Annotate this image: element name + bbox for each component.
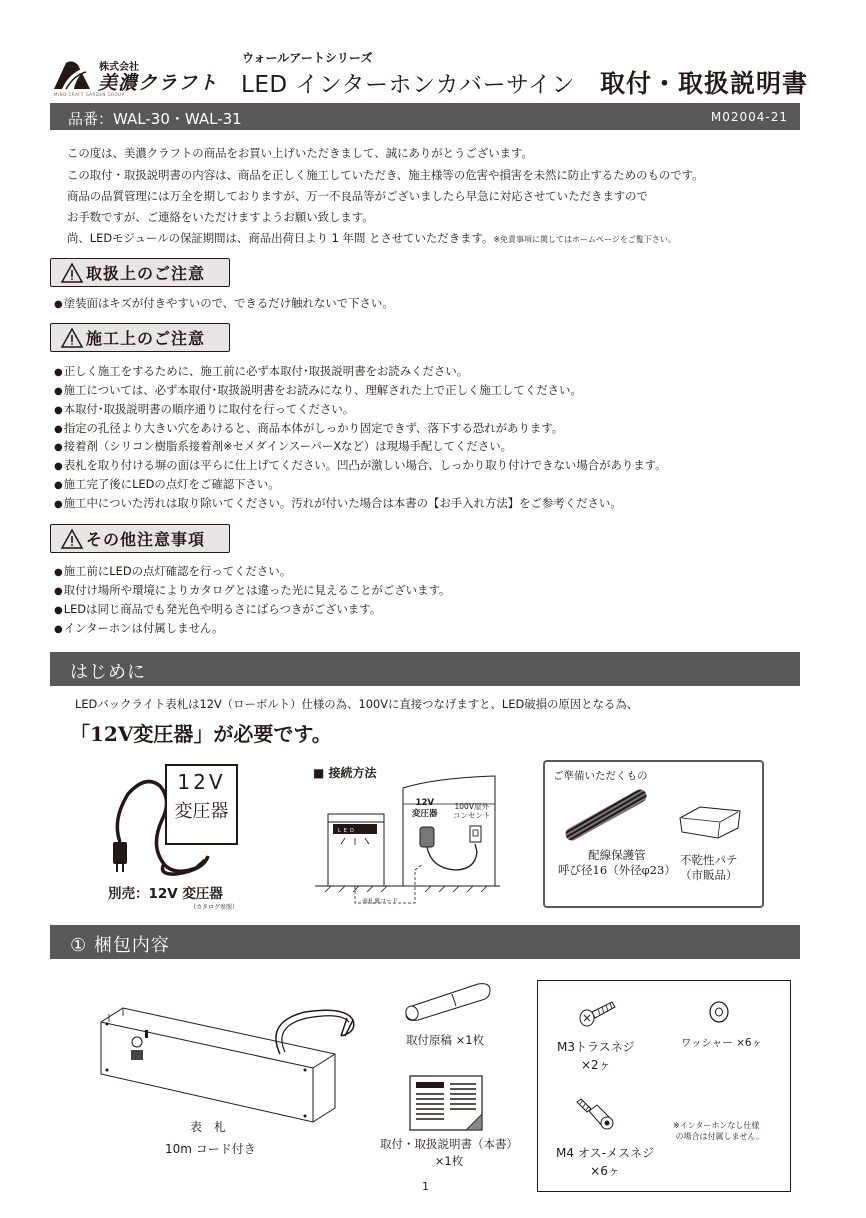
- m3-screw-label: M3トラスネジ ×2ヶ: [557, 1040, 635, 1072]
- preparation-title: ご準備いただくもの: [553, 770, 648, 782]
- page-number: 1: [422, 1180, 429, 1193]
- intro-line: この度は、美濃クラフトの商品をお買い上げいただきまして、誠にありがとうございます。: [67, 146, 533, 160]
- template-label: 取付原稿 ×1枚: [406, 1033, 485, 1047]
- catalog-reference: （カタログ参照）: [190, 904, 239, 911]
- list-item: ● 本取付･取扱説明書の順序通りに取付を行ってください。: [54, 401, 354, 417]
- transformer-required-notice: 「12V変圧器」が必要です。: [70, 722, 332, 746]
- construction-caution-heading: [50, 323, 230, 352]
- section-header-contents: [50, 925, 800, 959]
- truss-screw-icon: [578, 998, 618, 1028]
- intro-line: 商品の品質管理には万全を期しておりますが、万一不良品等がございましたら早急に対応させていただきますので: [67, 189, 648, 203]
- section-header-intro: [50, 652, 800, 686]
- list-item: ● 表札を取り付ける塀の面は平らに仕上げてください。凹凸が激しい場合、しっかり取り付けできない場合があります。: [54, 457, 667, 473]
- nameplate-cord-label: 10m コード付き: [165, 1142, 256, 1156]
- intro-line: お手数ですが、ご連絡をいただけますようお願い致します。: [67, 210, 374, 224]
- other-caution-title: その他注意事項: [86, 530, 206, 549]
- model-bar: [50, 103, 800, 130]
- cord-label: 表札裏コード: [362, 898, 399, 905]
- company-subtitle: MINO CRAFT GARDEN GROUP: [54, 92, 125, 97]
- conduit-icon: [566, 790, 656, 840]
- handling-caution-title: 取扱上のご注意: [86, 264, 206, 283]
- list-item: ● 施工については、必ず本取付･取扱説明書をお読みになり、理解された上で正しく施工してください。: [54, 382, 582, 398]
- company-type: 株式会社: [99, 62, 139, 73]
- voltage-explanation: LEDバックライト表札は12V（ローボルト）仕様の為、100Vに直接つなげますと、LED破損の原因となる為、: [75, 697, 639, 711]
- washer-icon: [707, 1000, 731, 1024]
- list-item: ● インターホンは付属しません。: [54, 620, 223, 636]
- handling-caution-heading: [50, 258, 230, 287]
- company-name: 美濃クラフト: [98, 72, 219, 94]
- conduit-spec: 呼び径16（外径φ23）: [558, 863, 676, 877]
- manual-label: 取付・取扱説明書（本書） ×1枚: [380, 1137, 518, 1168]
- list-item: ● 取付け場所や環境によりカタログとは違った光に見えることがございます。: [54, 582, 450, 598]
- male-female-screw-icon: [575, 1095, 615, 1135]
- product-title: LED インターホンカバーサイン: [241, 72, 575, 98]
- warning-icon: [61, 263, 83, 283]
- intro-line: この取付・取扱説明書の内容は、商品を正しく施工していただき、施主様等の危害や損害を未然に防止するためのものです。: [67, 168, 704, 182]
- putty-label: 不乾性パテ （市販品）: [680, 853, 738, 882]
- warning-icon: [61, 529, 83, 549]
- nameplate-label: 表 札: [190, 1120, 230, 1134]
- model-number: 品番：WAL-30・WAL-31: [68, 110, 242, 128]
- list-item: ● 施工前にLEDの点灯確認を行ってください。: [54, 563, 291, 579]
- intercom-note: ※インターホンなし仕様 の場合は付属しません。: [673, 1121, 765, 1141]
- conduit-label: [558, 848, 676, 878]
- connection-transformer-label: 12V 変圧器: [412, 798, 438, 819]
- document-title: 取付・取扱説明書: [600, 69, 809, 98]
- construction-caution-title: 施工上のご注意: [86, 329, 206, 348]
- section-title: はじめに: [70, 662, 146, 683]
- transformer-box: [165, 764, 238, 845]
- m4-screw-label: M4 オス-メスネジ ×6ヶ: [556, 1146, 655, 1178]
- list-item: ● 正しく施工をするために、施工前に必ず本取付･取扱説明書をお読みください。: [54, 363, 468, 379]
- connection-method-title: ■ 接続方法: [313, 766, 377, 780]
- led-label: LED: [338, 828, 357, 834]
- template-roll-icon: [402, 980, 492, 1020]
- transformer-name: 変圧器: [174, 801, 229, 822]
- list-item: ● 塗装面はキズが付きやすいので、できるだけ触れないで下さい。: [54, 295, 394, 311]
- other-caution-heading: [50, 524, 230, 553]
- company-logo-icon: [52, 55, 92, 91]
- warning-icon: [61, 328, 83, 348]
- list-item: ● 施工完了後にLEDの点灯をご確認下さい。: [54, 476, 280, 492]
- putty-icon: [676, 802, 746, 842]
- document-code: M02004-21: [710, 110, 788, 124]
- nameplate-icon: [95, 992, 355, 1122]
- sold-separately-label: 別売：12V 変圧器: [108, 886, 223, 902]
- washer-label: ワッシャー ×6ヶ: [681, 1037, 763, 1049]
- manual-document-icon: [406, 1074, 486, 1134]
- list-item: ● 接着剤（シリコン樹脂系接着剤※セメダインスーパーXなど）は現場手配してください。: [54, 438, 512, 454]
- series-name: ウォールアートシリーズ: [242, 51, 373, 65]
- intro-line-warranty: [67, 230, 676, 246]
- section-title: ① 梱包内容: [70, 935, 170, 956]
- conduit-name: 配線保護管: [588, 848, 646, 862]
- list-item: ● 施工中についた汚れは取り除いてください。汚れが付いた場合は本書の【お手入れ方法】をご参考ください。: [54, 495, 622, 511]
- transformer-voltage: 12V: [177, 770, 226, 794]
- outlet-label: 100V屋外 コンセント: [453, 802, 491, 820]
- disclaimer-note: ※免責事項に関してはホームページをご覧下さい。: [493, 235, 676, 244]
- list-item: ● LEDは同じ商品でも発光色や明るさにばらつきがございます。: [54, 601, 381, 617]
- list-item: ● 指定の孔径より大きい穴をあけると、商品本体がしっかり固定できず、落下する恐れがあります。: [54, 420, 563, 436]
- warranty-text: 尚、LEDモジュールの保証期間は、商品出荷日より 1 年間 とさせていただきます。: [67, 231, 494, 245]
